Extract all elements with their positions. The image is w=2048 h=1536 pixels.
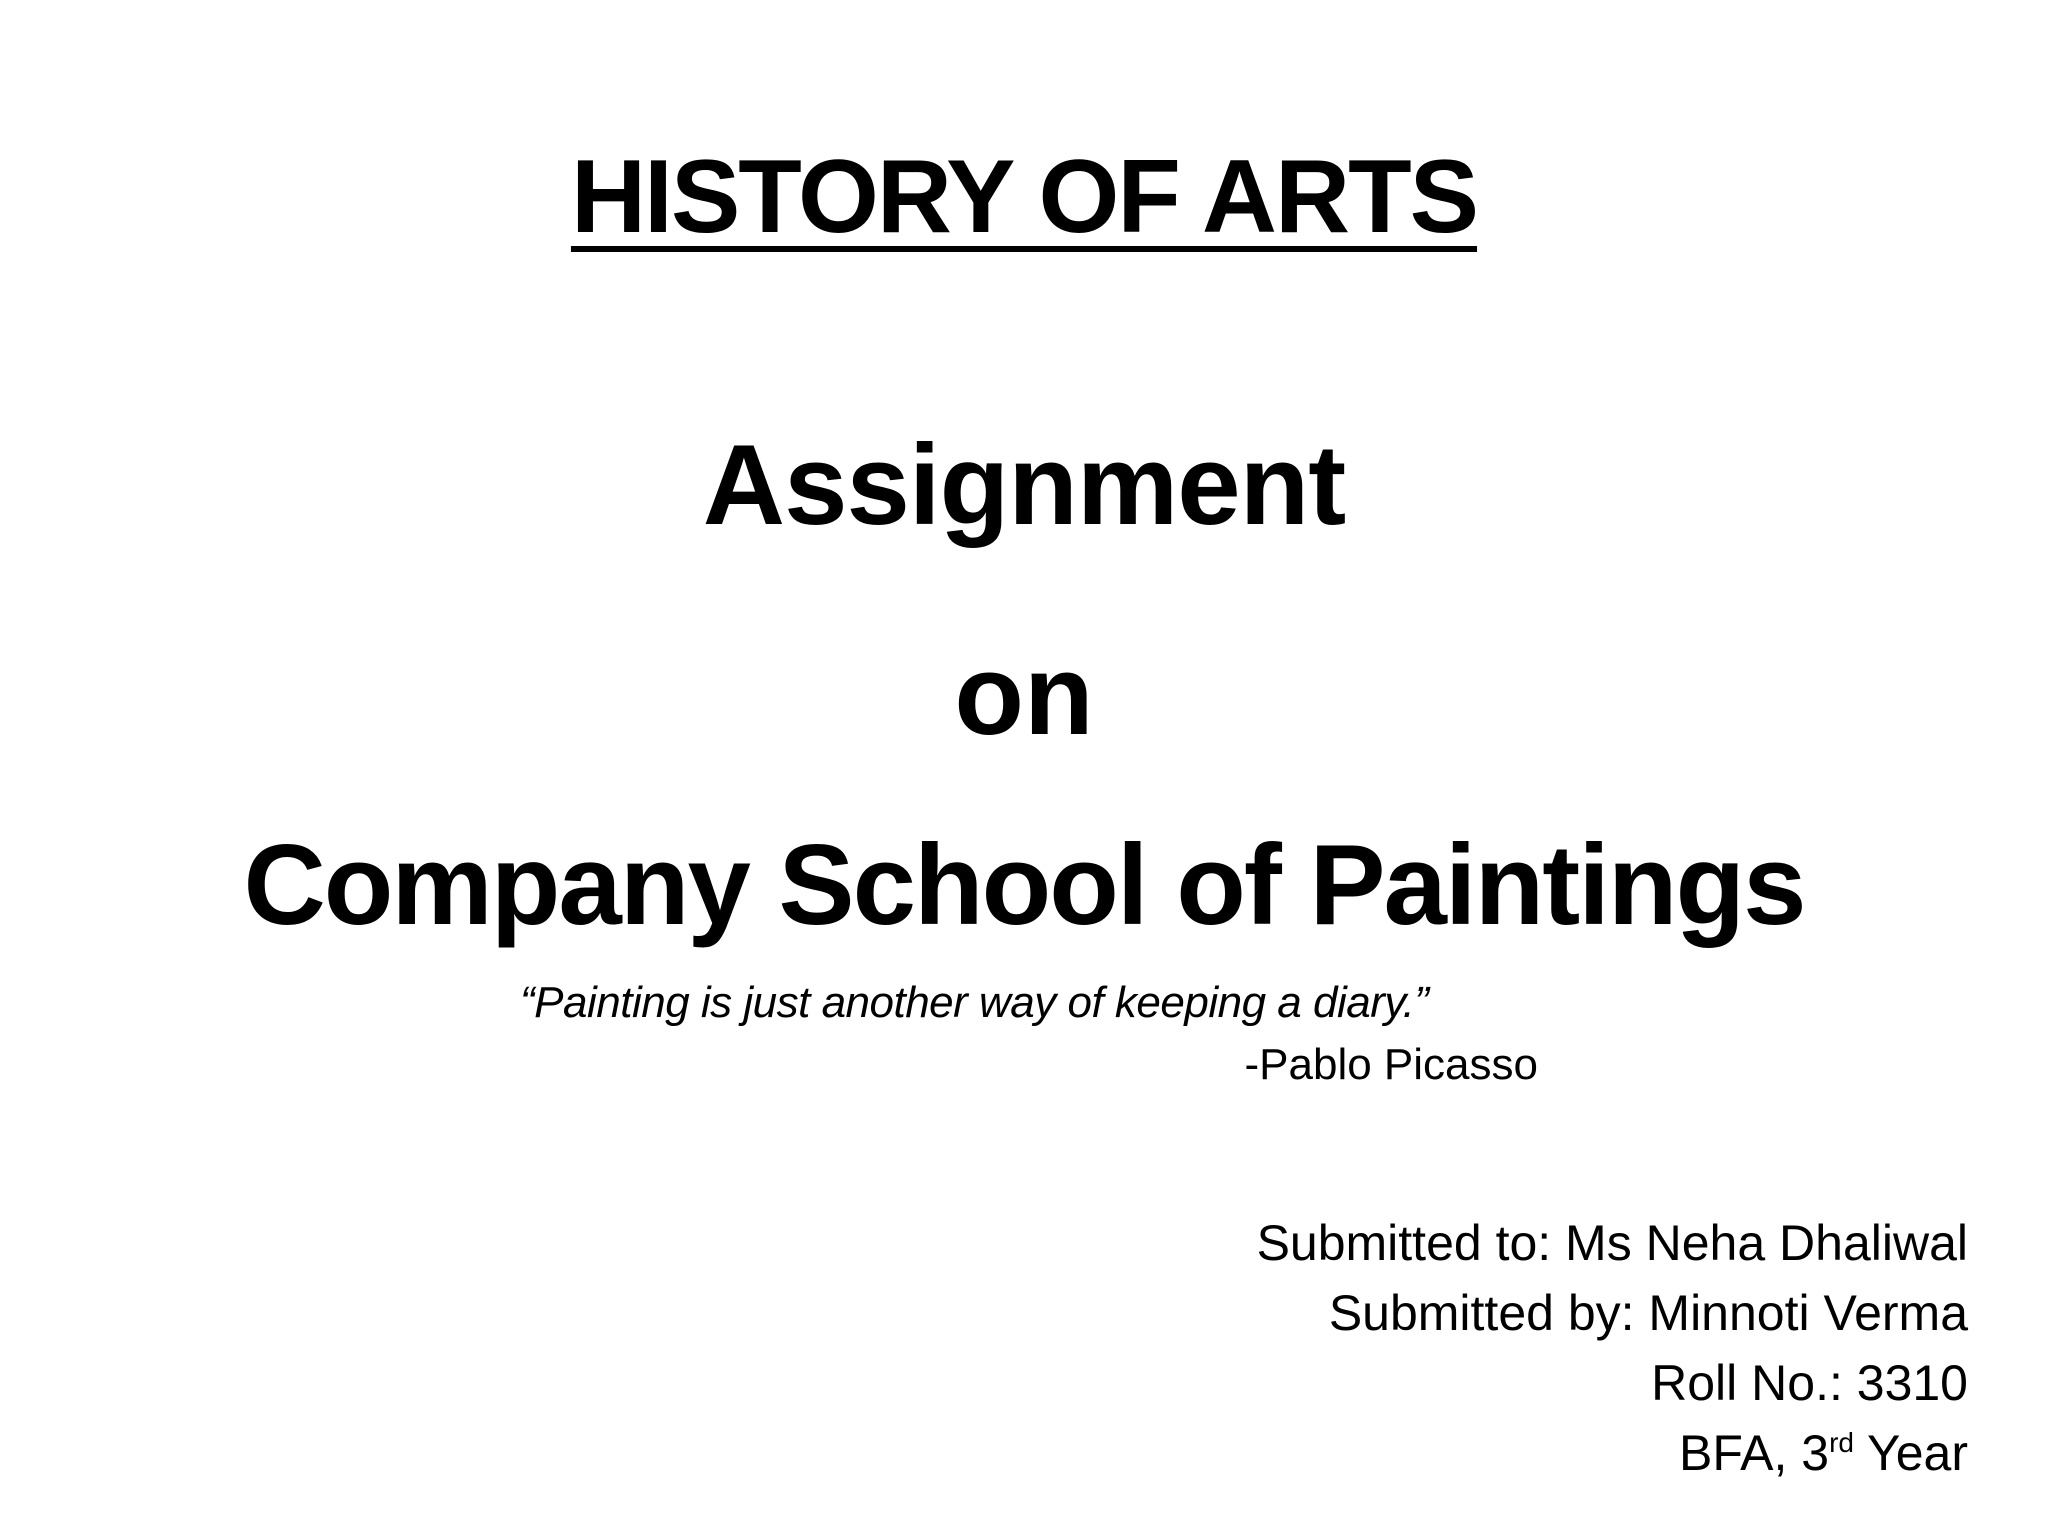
submitted-by: Submitted by: Minnoti Verma	[1328, 1285, 1968, 1341]
course-year-prefix: BFA, 3	[1679, 1425, 1830, 1481]
course-title-text: HISTORY OF ARTS	[570, 139, 1478, 255]
roll-number: Roll No.: 3310	[1651, 1355, 1968, 1411]
course-year	[1257, 1418, 1968, 1488]
submission-details	[1257, 1208, 1968, 1488]
assignment-heading: Assignment	[702, 422, 1346, 549]
quote-text: “Painting is just another way of keeping a diary.”	[520, 978, 1429, 1027]
quote-author: -Pablo Picasso	[1244, 1040, 1538, 1089]
submitted-to: Submitted to: Ms Neha Dhaliwal	[1256, 1215, 1968, 1271]
assignment-topic: Company School of Paintings	[243, 822, 1805, 949]
assignment-on: on	[954, 632, 1094, 759]
course-year-suffix: Year	[1853, 1425, 1968, 1481]
course-year-ordinal: rd	[1829, 1427, 1854, 1458]
course-title	[0, 140, 2048, 254]
